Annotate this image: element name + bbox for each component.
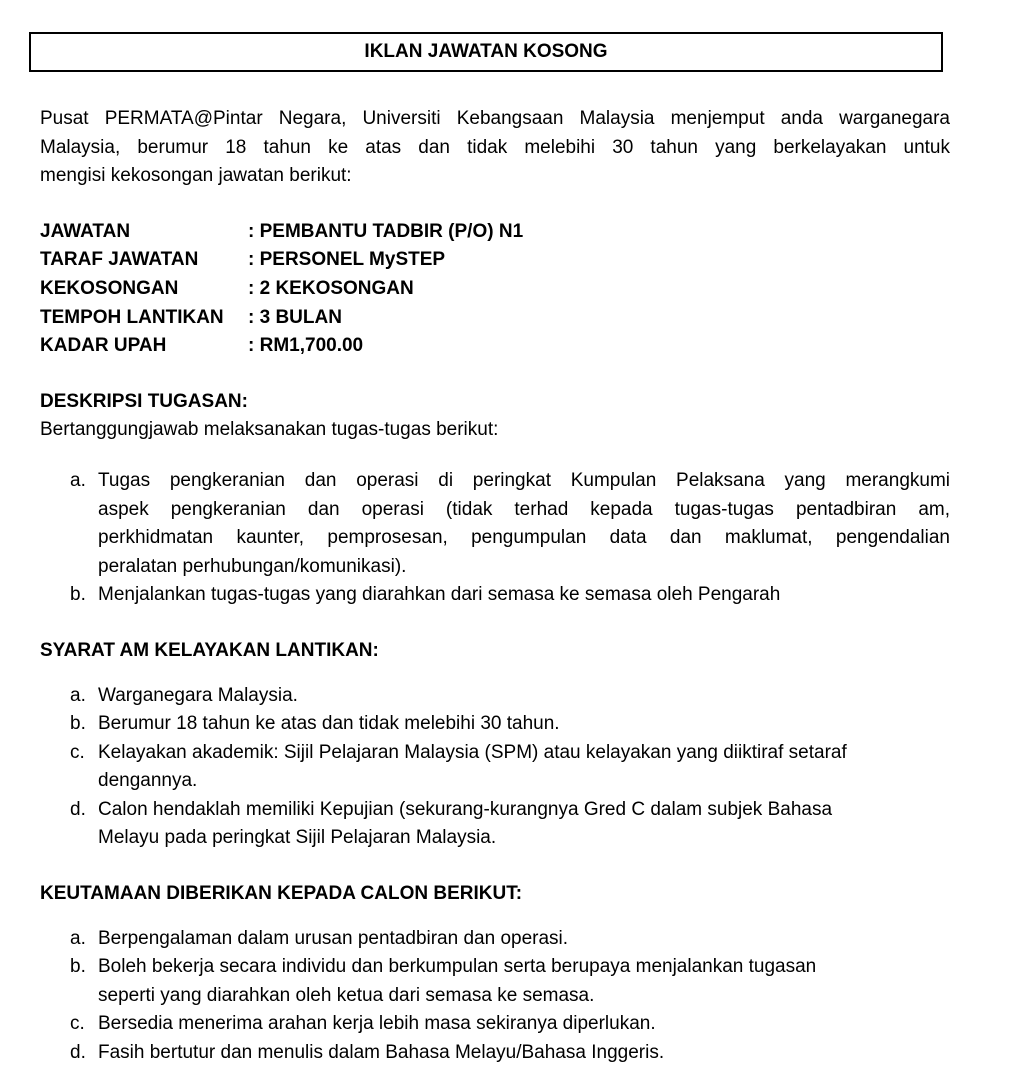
title-box bbox=[29, 32, 943, 72]
section-heading: DESKRIPSI TUGASAN: bbox=[40, 390, 248, 412]
job-details-table bbox=[40, 218, 950, 361]
list-item-line: Fasih bertutur dan menulis dalam Bahasa Melayu/Bahasa Inggeris. bbox=[98, 1042, 665, 1064]
list-item bbox=[40, 710, 950, 739]
list-item-text bbox=[98, 1010, 950, 1039]
list-item-text bbox=[98, 739, 950, 796]
list-item bbox=[40, 467, 950, 581]
list-item-line: aspek pengkeranian dan operasi (tidak terhad kepada tugas-tugas pentadbiran am, bbox=[98, 498, 950, 520]
detail-row bbox=[40, 218, 950, 247]
list-marker: b. bbox=[70, 713, 86, 735]
list-item bbox=[40, 953, 950, 1010]
list-item-text bbox=[98, 796, 950, 853]
list-item-text bbox=[98, 1039, 950, 1068]
list-item bbox=[40, 925, 950, 954]
list-item bbox=[40, 739, 950, 796]
list-item-line: Boleh bekerja secara individu dan berkumpulan serta berupaya menjalankan tugasan bbox=[98, 956, 817, 978]
detail-value: : 3 BULAN bbox=[248, 306, 342, 328]
list-item-text bbox=[98, 581, 950, 610]
detail-value: : RM1,700.00 bbox=[248, 335, 364, 357]
section-deskripsi-tugasan bbox=[40, 388, 950, 610]
list-item-line: Melayu pada peringkat Sijil Pelajaran Malaysia. bbox=[98, 827, 497, 849]
section-heading: KEUTAMAAN DIBERIKAN KEPADA CALON BERIKUT: bbox=[40, 883, 523, 905]
list-item bbox=[40, 1039, 950, 1068]
detail-label: JAWATAN bbox=[40, 220, 131, 242]
list-item-line: Calon hendaklah memiliki Kepujian (sekurang-kurangnya Gred C dalam subjek Bahasa bbox=[98, 798, 833, 820]
list-item-text bbox=[98, 953, 950, 1010]
preference-list bbox=[40, 925, 950, 1068]
detail-label: KADAR UPAH bbox=[40, 335, 167, 357]
list-item-line: Berpengalaman dalam urusan pentadbiran dan operasi. bbox=[98, 927, 569, 949]
intro-line: mengisi kekosongan jawatan berikut: bbox=[40, 165, 352, 187]
list-item bbox=[40, 1010, 950, 1039]
list-item-line: Warganegara Malaysia. bbox=[98, 684, 298, 706]
list-item-line: seperti yang diarahkan oleh ketua dari semasa ke semasa. bbox=[98, 984, 595, 1006]
list-marker: d. bbox=[70, 1042, 86, 1064]
list-item-line: Tugas pengkeranian dan operasi di peringkat Kumpulan Pelaksana yang merangkumi bbox=[98, 469, 950, 491]
section-lead: Bertanggungjawab melaksanakan tugas-tugas berikut: bbox=[40, 419, 499, 441]
task-list bbox=[40, 467, 950, 610]
list-item-line: perkhidmatan kaunter, pemprosesan, pengumpulan data dan maklumat, pengendalian bbox=[98, 527, 950, 549]
document-title: IKLAN JAWATAN KOSONG bbox=[364, 40, 608, 62]
list-item bbox=[40, 796, 950, 853]
list-item-text bbox=[98, 682, 950, 711]
list-item-text bbox=[98, 710, 950, 739]
list-item-line: Berumur 18 tahun ke atas dan tidak melebihi 30 tahun. bbox=[98, 713, 560, 735]
detail-label: KEKOSONGAN bbox=[40, 277, 179, 299]
list-marker: b. bbox=[70, 584, 86, 606]
list-item-line: peralatan perhubungan/komunikasi). bbox=[98, 555, 407, 577]
requirement-list bbox=[40, 682, 950, 854]
list-item-text bbox=[98, 925, 950, 954]
detail-row bbox=[40, 275, 950, 304]
list-marker: c. bbox=[70, 1013, 85, 1035]
detail-value: : 2 KEKOSONGAN bbox=[248, 277, 414, 299]
list-item-line: Menjalankan tugas-tugas yang diarahkan dari semasa ke semasa oleh Pengarah bbox=[98, 584, 781, 606]
list-marker: a. bbox=[70, 684, 86, 706]
list-item-line: Kelayakan akademik: Sijil Pelajaran Malaysia (SPM) atau kelayakan yang diiktiraf setaraf bbox=[98, 741, 847, 763]
list-marker: a. bbox=[70, 927, 86, 949]
list-item bbox=[40, 682, 950, 711]
section-heading: SYARAT AM KELAYAKAN LANTIKAN: bbox=[40, 639, 379, 661]
list-item-line: dengannya. bbox=[98, 770, 198, 792]
intro-line: Malaysia, berumur 18 tahun ke atas dan tidak melebihi 30 tahun yang berkelayakan untuk bbox=[40, 136, 950, 158]
detail-value: : PEMBANTU TADBIR (P/O) N1 bbox=[248, 220, 524, 242]
list-item-text bbox=[98, 467, 950, 581]
intro-line: Pusat PERMATA@Pintar Negara, Universiti Kebangsaan Malaysia menjemput anda warganegara bbox=[40, 108, 950, 129]
detail-row bbox=[40, 332, 950, 361]
section-syarat-am bbox=[40, 637, 950, 853]
detail-row bbox=[40, 304, 950, 333]
section-keutamaan bbox=[40, 880, 950, 1068]
list-marker: b. bbox=[70, 956, 86, 978]
detail-value: : PERSONEL MySTEP bbox=[248, 249, 446, 271]
list-marker: d. bbox=[70, 798, 86, 820]
detail-row bbox=[40, 246, 950, 275]
list-marker: c. bbox=[70, 741, 85, 763]
intro-paragraph bbox=[40, 105, 950, 191]
detail-label: TARAF JAWATAN bbox=[40, 249, 199, 271]
list-item-line: Bersedia menerima arahan kerja lebih masa sekiranya diperlukan. bbox=[98, 1013, 656, 1035]
list-marker: a. bbox=[70, 469, 86, 491]
detail-label: TEMPOH LANTIKAN bbox=[40, 306, 224, 328]
list-item bbox=[40, 581, 950, 610]
